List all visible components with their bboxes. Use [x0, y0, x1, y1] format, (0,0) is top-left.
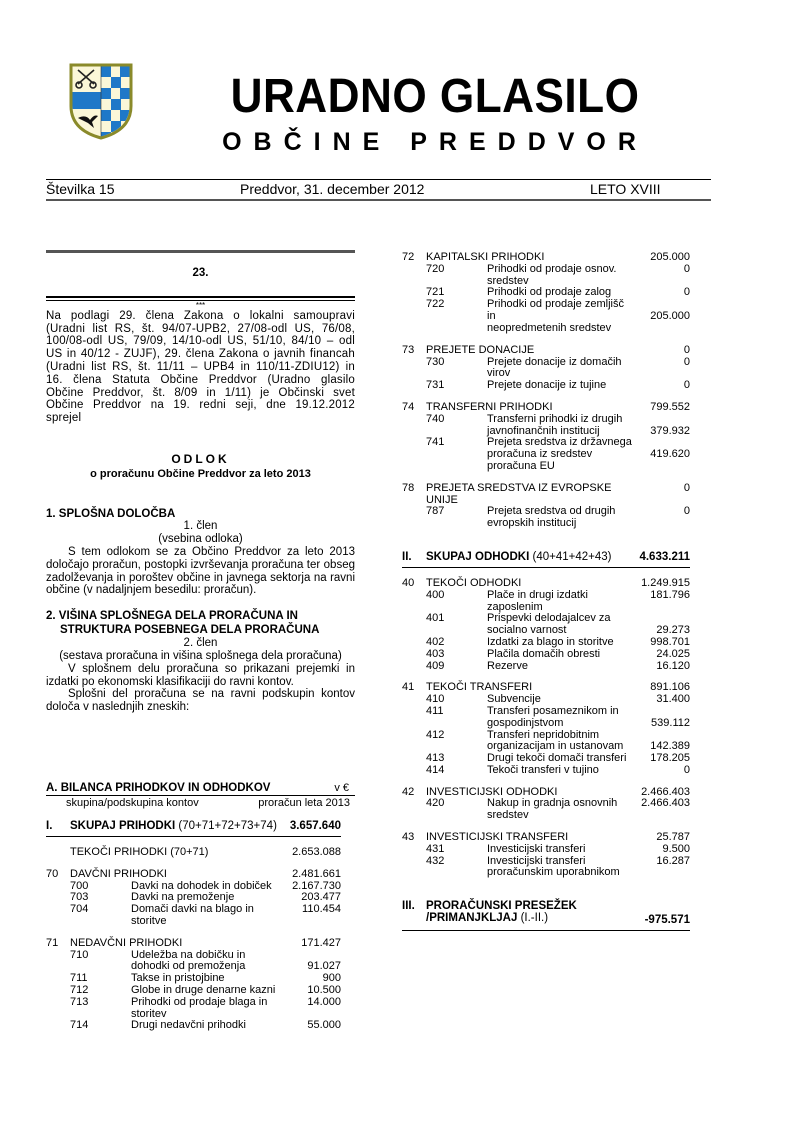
- label-line: gospodinjstvom: [487, 716, 564, 729]
- budget-item-row: [402, 798, 690, 822]
- group-label: [70, 869, 167, 881]
- account-label: [487, 590, 632, 614]
- label-line: Takse in pristojbine: [131, 972, 225, 985]
- label-line: storitev: [131, 1007, 167, 1020]
- budget-item-row: [402, 590, 690, 614]
- budget-group-row: [46, 847, 341, 859]
- account-label: [487, 380, 632, 392]
- label-line: sredstev: [487, 809, 529, 822]
- account-label: [131, 997, 276, 1021]
- group-code: 42: [402, 785, 415, 798]
- group-code: 43: [402, 831, 415, 844]
- label-text: PRORAČUNSKI PRESEŽEK: [426, 900, 577, 913]
- label-line: Domači davki na blago in: [131, 903, 254, 916]
- budget-value: 29.273: [656, 624, 690, 637]
- budget-value: 0: [683, 286, 690, 299]
- budget-item-row: [402, 414, 690, 438]
- budget-value: 2.481.661: [292, 867, 341, 880]
- account-code: 420: [426, 797, 445, 810]
- section2-clen-title: (sestava proračuna in višina splošnega dela proračuna): [59, 649, 342, 662]
- account-code: 703: [70, 891, 89, 904]
- col-header-budget: proračun leta 2013: [258, 797, 350, 809]
- budget-group-row: [46, 938, 341, 950]
- label-line: Investicijski transferi: [487, 854, 586, 867]
- account-label: [487, 506, 632, 530]
- label-line: [70, 869, 167, 881]
- label-text: /PRIMANJKLJAJ: [426, 912, 518, 925]
- budget-item-row: [402, 730, 690, 754]
- account-code: 704: [70, 903, 89, 916]
- account-code: 741: [426, 436, 445, 449]
- budget-value: 25.787: [656, 831, 690, 844]
- label-line: Prihodki od prodaje osnov.: [487, 262, 617, 275]
- label-line: Prejete donacije iz domačih: [487, 355, 622, 368]
- budget-item-row: [46, 950, 341, 974]
- budget-value: 891.106: [650, 681, 690, 694]
- separator-stars: ***: [195, 300, 206, 310]
- label-line: sredstev: [487, 274, 529, 287]
- account-code: 400: [426, 588, 445, 601]
- budget-item-row: [46, 1020, 341, 1032]
- label-text: SKUPAJ PRIHODKI: [70, 820, 176, 832]
- budget-value: 799.552: [650, 400, 690, 413]
- issue-number: Številka 15: [46, 181, 115, 197]
- label-text: DAVČNI PRIHODKI: [70, 867, 167, 880]
- budget-item-row: [402, 765, 690, 777]
- account-code: 403: [426, 647, 445, 660]
- budget-item-row: [402, 661, 690, 673]
- label-line: Udeležba na dobičku in: [131, 948, 246, 961]
- budget-item-row: [46, 904, 341, 928]
- label-line: Prihodki od prodaje blaga in: [131, 995, 268, 1008]
- account-code: 432: [426, 854, 445, 867]
- account-code: 711: [70, 972, 88, 985]
- label-line: organizacijam in ustanovam: [487, 740, 624, 753]
- label-line: [426, 578, 521, 590]
- account-code: 402: [426, 635, 445, 648]
- account-code: 740: [426, 412, 445, 425]
- budget-table-right: [402, 252, 690, 931]
- account-code: 413: [426, 752, 445, 765]
- label-line: Prejete donacije iz tujine: [487, 379, 607, 392]
- budget-item-row: [402, 380, 690, 392]
- account-code: 410: [426, 693, 445, 706]
- budget-value: 998.701: [650, 635, 690, 648]
- label-line: Plačila domačih obresti: [487, 647, 601, 660]
- account-label: [487, 844, 632, 856]
- account-code: 409: [426, 659, 445, 672]
- account-label: [487, 856, 632, 880]
- budget-item-row: [402, 264, 690, 288]
- budget-value: 419.620: [650, 448, 690, 461]
- label-line: Prejeta sredstva iz državnega: [487, 436, 632, 449]
- account-code: 730: [426, 355, 445, 368]
- account-label: [131, 1020, 276, 1032]
- article-rule-top: [46, 250, 355, 253]
- section1-text: S tem odlokom se za Občino Preddvor za leto 2013 določajo proračun, postopki izvrševanja proračuna ter obseg zadolževanja in poroštev občine in javnega sektorja na ravni občine (v nadaljnjem besedilu: proračun).: [46, 545, 355, 597]
- account-label: [131, 950, 276, 974]
- account-label: [487, 798, 632, 822]
- group-code: 78: [402, 481, 415, 494]
- label-line: Prejeta sredstva od drugih: [487, 505, 616, 518]
- label-text: TRANSFERNI PRIHODKI: [426, 400, 553, 413]
- label-line: Plače in drugi izdatki: [487, 588, 588, 601]
- budget-value: 9.500: [662, 842, 690, 855]
- account-code: 411: [426, 704, 444, 717]
- budget-group-row: [402, 345, 690, 357]
- currency-unit: v €: [334, 782, 349, 794]
- budget-value: 0: [683, 505, 690, 518]
- budget-value: 205.000: [650, 309, 690, 322]
- budget-value: 31.400: [656, 693, 690, 706]
- budget-item-row: [46, 985, 341, 997]
- label-line: zaposlenim: [487, 600, 543, 613]
- budget-value: 205.000: [650, 251, 690, 263]
- budget-group-row: [402, 682, 690, 694]
- budget-group-row: [402, 578, 690, 590]
- account-code: 700: [70, 879, 89, 892]
- label-line: [426, 345, 534, 357]
- account-code: 714: [70, 1019, 89, 1032]
- label-line: Transferi posameznikom in: [487, 704, 619, 717]
- account-code: 722: [426, 298, 445, 311]
- account-label: [487, 706, 632, 730]
- account-code: 721: [426, 286, 445, 299]
- label-text: SKUPAJ ODHODKI: [426, 550, 530, 563]
- label-line: Prihodki od prodaje zalog: [487, 286, 612, 299]
- group-code: 74: [402, 400, 415, 413]
- budget-value: 4.633.211: [639, 550, 690, 563]
- budget-value: 900: [322, 972, 341, 985]
- budget-value: 110.454: [302, 903, 341, 916]
- label-line: neopredmetenih sredstev: [487, 321, 612, 334]
- group-code: 73: [402, 343, 415, 356]
- label-line: Globe in druge denarne kazni: [131, 983, 276, 996]
- group-label: [426, 345, 534, 357]
- odlok-subtitle: o proračunu Občine Preddvor za leto 2013: [90, 467, 311, 480]
- label-line: [70, 847, 208, 859]
- label-line: [426, 552, 611, 564]
- label-text: INVESTICIJSKI ODHODKI: [426, 785, 558, 798]
- header-rule-top: [46, 179, 711, 180]
- budget-value: 55.000: [307, 1019, 341, 1032]
- group-label: [70, 938, 182, 950]
- budget-value: 178.205: [650, 752, 690, 765]
- budget-value: 10.500: [307, 983, 341, 996]
- publication-subtitle: OBČINE PREDDVOR: [222, 128, 648, 156]
- group-label: [426, 402, 553, 414]
- issue-year: LETO XVIII: [590, 181, 661, 197]
- label-text: TEKOČI TRANSFERI: [426, 681, 533, 694]
- section2-heading-line1: 2. VIŠINA SPLOŠNEGA DELA PRORAČUNA IN: [46, 610, 298, 623]
- group-label: [70, 847, 208, 859]
- left-column: [46, 250, 355, 714]
- label-line: evropskih institucij: [487, 517, 577, 530]
- row-spacer: [402, 530, 690, 552]
- budget-value: 171.427: [301, 936, 341, 949]
- label-line: Transferi nepridobitnim: [487, 728, 600, 741]
- budget-item-row: [402, 506, 690, 530]
- account-code: 401: [426, 612, 445, 625]
- budget-value: 91.027: [307, 960, 341, 973]
- account-code: 787: [426, 505, 445, 518]
- budget-value: 0: [683, 379, 690, 392]
- budget-item-row: [402, 357, 690, 381]
- budget-total-row: [46, 821, 341, 837]
- section2-heading: [46, 609, 355, 637]
- label-line: proračuna iz sredstev: [487, 448, 593, 461]
- label-line: [426, 913, 577, 925]
- section2-clen: 2. člen: [183, 637, 218, 650]
- account-code: 731: [426, 379, 445, 392]
- account-label: [487, 437, 632, 472]
- budget-total-row: [402, 901, 690, 931]
- group-code: 41: [402, 681, 415, 694]
- group-code: 72: [402, 251, 415, 263]
- label-line: [426, 402, 553, 414]
- header-rule-bottom: [46, 199, 711, 201]
- group-label: [426, 578, 521, 590]
- budget-group-row: [46, 869, 341, 881]
- group-code: III.: [402, 900, 415, 913]
- label-line: Transferni prihodki iz drugih: [487, 412, 623, 425]
- account-label: [487, 765, 632, 777]
- account-label: [131, 985, 276, 997]
- label-line: Investicijski transferi: [487, 842, 586, 855]
- budget-value: 2.466.403: [641, 785, 690, 798]
- label-line: [70, 938, 182, 950]
- municipal-crest-logo: [68, 62, 134, 140]
- label-line: storitve: [131, 914, 167, 927]
- budget-value: 539.112: [651, 716, 690, 729]
- account-label: [487, 613, 632, 637]
- label-line: Tekoči transferi v tujino: [487, 763, 599, 776]
- budget-item-row: [402, 637, 690, 649]
- label-line: dohodki od premoženja: [131, 960, 246, 973]
- label-line: [70, 821, 277, 833]
- label-line: Drugi tekoči domači transferi: [487, 752, 627, 765]
- section1-clen-title: (vsebina odloka): [158, 533, 243, 546]
- budget-item-row: [402, 437, 690, 472]
- label-line: proračuna EU: [487, 459, 555, 472]
- preamble-paragraph: Na podlagi 29. člena Zakona o lokalni samoupravi (Uradni list RS, št. 94/07-UPB2, 27/08-odl US, 76/08, 100/08-odl US, 79/09, 14/10-odl US, 51/10, 84/10 – odl US in 40/12 - ZUJF), 29. člena Zakona o javnih financah (Uradni list RS, št. 11/11 – UPB4 in 110/11-ZDIU12) in 16. člena Statuta Občine Preddvor (Uradno glasilo Občine Preddvor, št. 8/09 in 1/11) je Občinski svet Občine Preddvor na 19. redni seji, dne 19.12.2012 sprejel: [46, 309, 355, 425]
- formula: (I.-II.): [517, 912, 549, 925]
- label-line: Rezerve: [487, 659, 528, 672]
- budget-item-row: [402, 706, 690, 730]
- budget-value: 14.000: [307, 995, 341, 1008]
- budget-item-row: [46, 997, 341, 1021]
- group-label: [426, 483, 611, 507]
- budget-value: 0: [683, 355, 690, 368]
- account-label: [487, 357, 632, 381]
- account-label: [487, 661, 632, 673]
- account-label: [487, 730, 632, 754]
- group-code: II.: [402, 550, 412, 563]
- label-text: TEKOČI ODHODKI: [426, 576, 522, 589]
- formula: (70+71+72+73+74): [175, 820, 277, 832]
- label-text: NEDAVČNI PRIHODKI: [70, 936, 183, 949]
- label-line: Prispevki delodajalcev za: [487, 612, 611, 625]
- group-code: 71: [46, 936, 59, 949]
- group-code: 70: [46, 867, 59, 880]
- budget-value: 24.025: [656, 647, 690, 660]
- account-code: 412: [426, 728, 445, 741]
- account-label: [487, 649, 632, 661]
- publication-title: URADNO GLASILO: [230, 70, 640, 123]
- budget-value: 2.466.403: [641, 797, 690, 810]
- group-code: I.: [46, 820, 53, 832]
- budget-item-row: [402, 856, 690, 880]
- budget-item-row: [402, 649, 690, 661]
- budget-value: 16.287: [656, 854, 690, 867]
- budget-group-row: [402, 483, 690, 507]
- account-label: [487, 637, 632, 649]
- budget-total-row: [402, 552, 690, 568]
- issue-date: Preddvor, 31. december 2012: [240, 181, 425, 197]
- budget-value: -975.571: [644, 914, 690, 927]
- label-line: Davki na premoženje: [131, 891, 235, 904]
- odlok-title: ODLOK: [171, 451, 230, 466]
- account-code: 414: [426, 763, 445, 776]
- account-code: 720: [426, 262, 445, 275]
- budget-item-row: [402, 613, 690, 637]
- label-line: javnofinančnih institucij: [487, 424, 600, 437]
- budget-value: 16.120: [656, 659, 690, 672]
- budget-value: 0: [683, 262, 690, 275]
- label-line: virov: [487, 367, 511, 380]
- group-label: [426, 552, 611, 564]
- label-text: PREJETA SREDSTVA IZ EVROPSKE: [426, 481, 612, 494]
- account-label: [487, 264, 632, 288]
- group-label: [426, 901, 577, 925]
- budget-value: 0: [683, 481, 690, 494]
- col-header-accounts: skupina/podskupina kontov: [66, 797, 199, 809]
- label-text: UNIJE: [426, 493, 458, 506]
- article-number: 23.: [192, 267, 209, 279]
- account-code: 431: [426, 842, 445, 855]
- budget-value: 0: [683, 763, 690, 776]
- section2-text1: V splošnem delu proračuna so prikazani prejemki in izdatki po ekonomski klasifikaciji do ravni kontov.: [46, 662, 355, 688]
- label-line: Prihodki od prodaje zemljišč in: [487, 298, 624, 322]
- account-code: 710: [70, 948, 89, 961]
- label-line: Izdatki za blago in storitve: [487, 635, 614, 648]
- bilanca-title: [46, 782, 355, 796]
- label-text: PREJETE DONACIJE: [426, 343, 535, 356]
- bilanca-title-text: A. BILANCA PRIHODKOV IN ODHODKOV: [46, 782, 271, 794]
- account-label: [487, 299, 632, 334]
- label-line: socialno varnost: [487, 624, 567, 637]
- budget-value: 181.796: [650, 588, 690, 601]
- group-code: 40: [402, 576, 415, 589]
- budget-item-row: [402, 844, 690, 856]
- budget-value: 3.657.640: [289, 820, 341, 832]
- label-line: Subvencije: [487, 693, 541, 706]
- account-label: [131, 904, 276, 928]
- budget-value: 2.653.088: [292, 846, 341, 858]
- formula: (40+41+42+43): [529, 550, 612, 563]
- row-spacer: [402, 879, 690, 901]
- budget-value: 142.389: [650, 740, 690, 753]
- budget-value: 1.249.915: [641, 576, 690, 589]
- budget-table-left: [46, 821, 341, 1032]
- account-label: [487, 414, 632, 438]
- section2-heading-line2: STRUKTURA POSEBNEGA DELA PRORAČUNA: [60, 624, 320, 637]
- budget-value: 2.167.730: [292, 879, 341, 892]
- account-code: 713: [70, 995, 89, 1008]
- budget-value: 203.477: [301, 891, 341, 904]
- label-line: Nakup in gradnja osnovnih: [487, 797, 618, 810]
- label-text: INVESTICIJSKI TRANSFERI: [426, 831, 569, 844]
- budget-value: 0: [683, 343, 690, 356]
- budget-group-row: [402, 402, 690, 414]
- account-code: 712: [70, 983, 89, 996]
- section1-clen: 1. člen: [183, 520, 218, 533]
- label-line: Davki na dohodek in dobiček: [131, 879, 272, 892]
- group-label: [70, 821, 277, 833]
- section2-text2: Splošni del proračuna se na ravni podskupin kontov določa v naslednjih zneskih:: [46, 688, 355, 714]
- budget-value: 379.932: [650, 424, 690, 437]
- label-line: proračunskim uporabnikom: [487, 866, 620, 879]
- label-text: TEKOČI PRIHODKI (70+71): [70, 846, 209, 858]
- label-text: KAPITALSKI PRIHODKI: [426, 251, 545, 263]
- budget-item-row: [402, 298, 690, 334]
- section1-heading: 1. SPLOŠNA DOLOČBA: [46, 507, 176, 520]
- label-line: Drugi nedavčni prihodki: [131, 1019, 246, 1032]
